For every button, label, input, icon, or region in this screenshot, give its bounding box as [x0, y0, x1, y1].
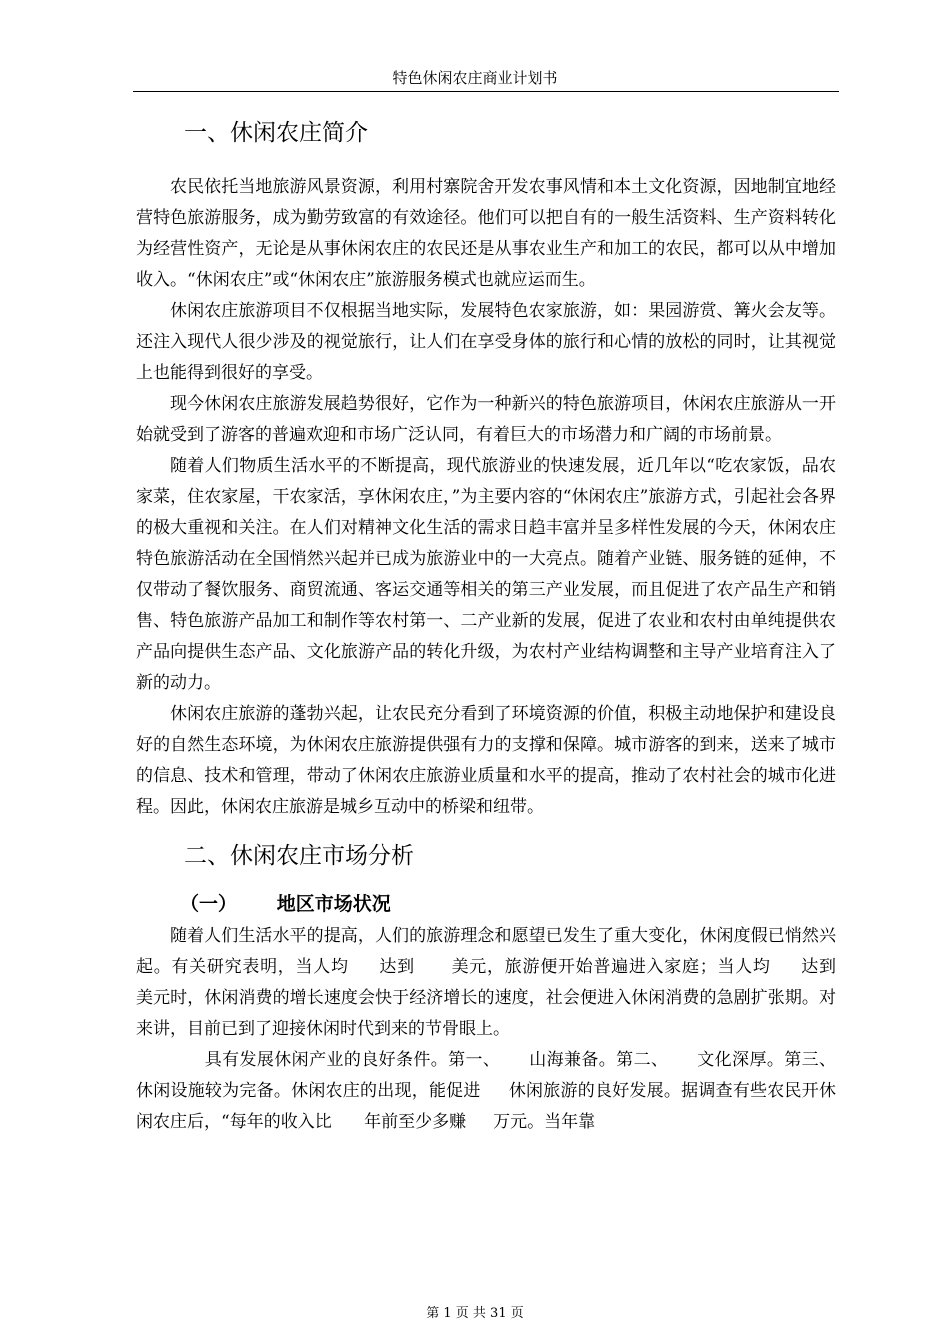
document-body: [136, 112, 869, 1138]
market-paragraph-1: 随着人们生活水平的提高，人们的旅游理念和愿望已发生了重大变化，休闲度假已悄然兴起。有关研究表明，当人均 达到 美元，旅游便开始普遍进入家庭；当人均 达到 美元时，休闲消费的增长速度会快于经济增长的速度，社会便进入休闲消费的急剧扩张期。对 来讲，目前已到了迎接休闲时代到来的节骨眼上。: [136, 926, 869, 1039]
intro-paragraph-1: 农民依托当地旅游风景资源，利用村寨院舍开发农事风情和本土文化资源，因地制宜地经营特色旅游服务，成为勤劳致富的有效途径。他们可以把自有的一般生活资料、生产资料转化为经营性资产，无论是从事休闲农庄的农民还是从事农业生产和加工的农民，都可以从中增加收入。“休闲农庄”或“休闲农庄”旅游服务模式也就应运而生。: [136, 177, 836, 290]
header-divider: [133, 91, 839, 92]
intro-paragraph-4: 随着人们物质生活水平的不断提高，现代旅游业的快速发展，近几年以“吃农家饭，品农家菜，住农家屋，干农家活，享休闲农庄，”为主要内容的“休闲农庄”旅游方式，引起社会各界的极大重视和关注。在人们对精神文化生活的需求日趋丰富并呈多样性发展的今天，休闲农庄特色旅游活动在全国悄然兴起并已成为旅游业中的一大亮点。随着产业链、服务链的延伸，不仅带动了餐饮服务、商贸流通、客运交通等相关的第三产业发展，而且促进了农产品生产和销售、特色旅游产品加工和制作等农村第一、二产业新的发展，促进了农业和农村由单纯提供农产品向提供生态产品、文化旅游产品的转化升级，为农村产业结构调整和主导产业培育注入了新的动力。: [136, 456, 836, 693]
intro-paragraph-3: 现今休闲农庄旅游发展趋势很好，它作为一种新兴的特色旅游项目，休闲农庄旅游从一开始就受到了游客的普遍欢迎和市场广泛认同，有着巨大的市场潜力和广阔的市场前景。: [136, 394, 836, 445]
section-heading-intro: 一、休闲农庄简介: [184, 120, 368, 146]
document-header-title: 特色休闲农庄商业计划书: [392, 69, 558, 87]
section-heading-market-analysis: 二、休闲农庄市场分析: [184, 843, 414, 869]
subsection-heading-regional-market: （一） 地区市场状况: [180, 893, 391, 915]
intro-paragraph-2: 休闲农庄旅游项目不仅根据当地实际，发展特色农家旅游，如：果园游赏、篝火会友等。还注入现代人很少涉及的视觉旅行，让人们在享受身体的旅行和心情的放松的同时，让其视觉上也能得到很好的享受。: [136, 301, 836, 383]
page-number: 第 1 页 共 31 页: [426, 1306, 524, 1321]
market-paragraph-2: 具有发展休闲产业的良好条件。第一、 山海兼备。第二、 文化深厚。第三、 休闲设施较为完备。休闲农庄的出现，能促进 休闲旅游的良好发展。据调查有些农民开休闲农庄后，“每年的收入比 年前至少多赚 万元。当年靠: [136, 1050, 864, 1132]
intro-paragraph-5: 休闲农庄旅游的蓬勃兴起，让农民充分看到了环境资源的价值，积极主动地保护和建设良好的自然生态环境，为休闲农庄旅游提供强有力的支撑和保障。城市游客的到来，送来了城市的信息、技术和管理，带动了休闲农庄旅游业质量和水平的提高，推动了农村社会的城市化进程。因此，休闲农庄旅游是城乡互动中的桥梁和纽带。: [136, 704, 836, 817]
